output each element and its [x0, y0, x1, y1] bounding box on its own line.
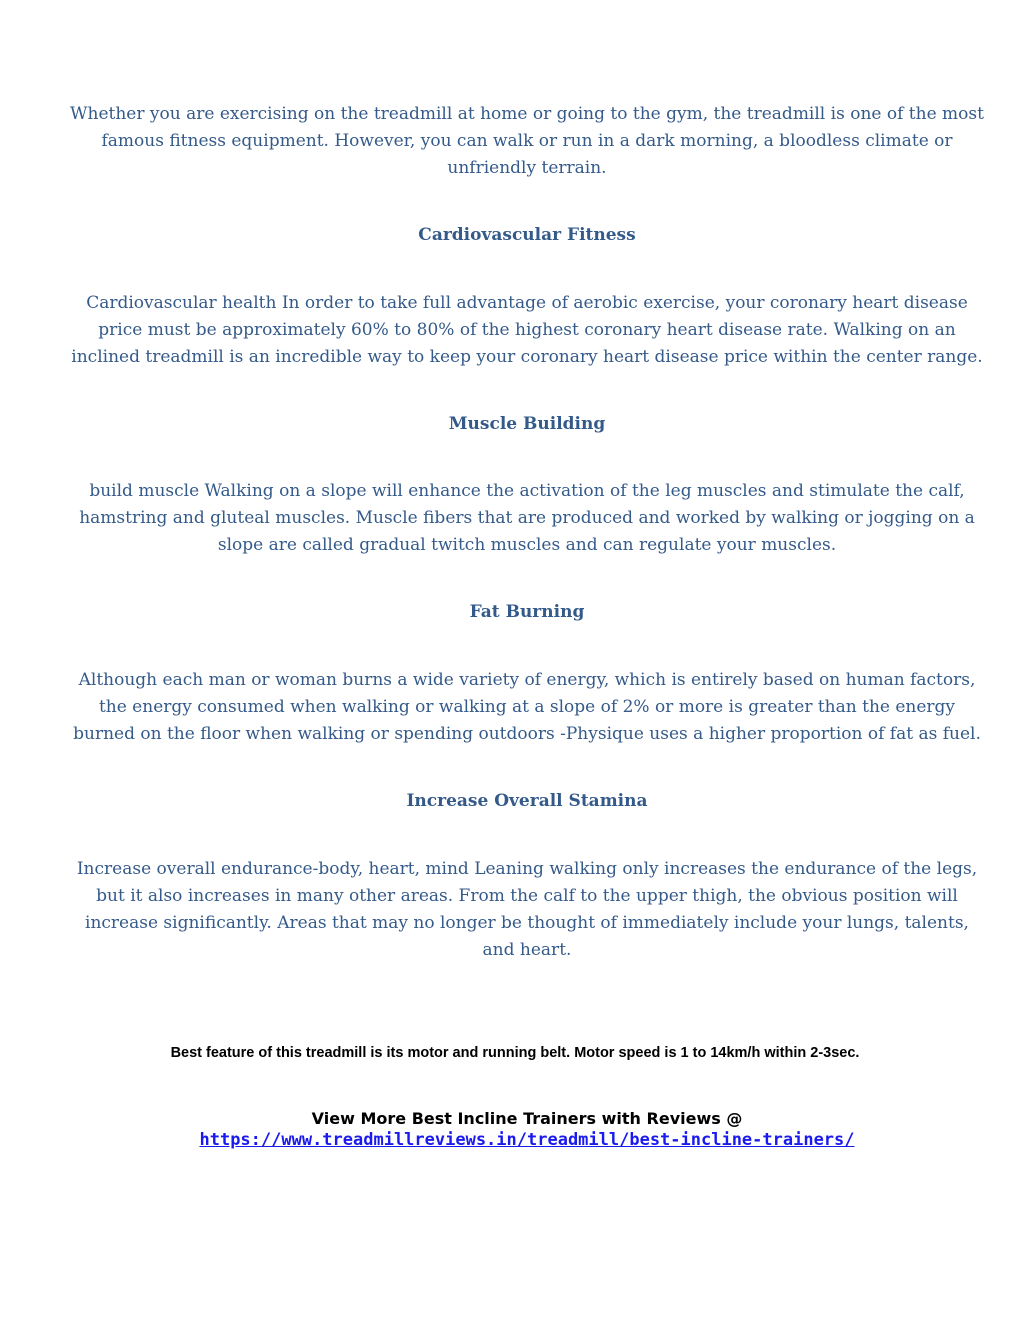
- section-heading-muscle: Muscle Building: [448, 414, 606, 434]
- cta-text: View More Best Incline Trainers with Reviews @: [311, 1109, 743, 1128]
- section-heading-stamina: Increase Overall Stamina: [406, 791, 648, 811]
- section-body-cardiovascular: Cardiovascular health In order to take full advantage of aerobic exercise, your coronary heart disease price must be approximately 60% to 80% of the highest coronary heart disease rate. Walking on an inclined treadmill is an incredible way to keep your coronary heart disease price within the center range.: [71, 293, 983, 367]
- feature-note: Best feature of this treadmill is its motor and running belt. Motor speed is 1 to 14km/h within 2-3sec.: [170, 1045, 860, 1061]
- section-body-fat: Although each man or woman burns a wide variety of energy, which is entirely based on human factors, the energy consumed when walking or walking at a slope of 2% or more is greater than the energy burned on the floor when walking or spending outdoors -Physique uses a higher proportion of fat as fuel.: [73, 670, 981, 744]
- section-body-muscle: build muscle Walking on a slope will enhance the activation of the leg muscles and stimulate the calf, hamstring and gluteal muscles. Muscle fibers that are produced and worked by walking or jogging on a slope are called gradual twitch muscles and can regulate your muscles.: [79, 481, 975, 555]
- cta-block: [40, 1108, 1014, 1151]
- section-body-stamina: Increase overall endurance-body, heart, mind Leaning walking only increases the endurance of the legs, but it also increases in many other areas. From the calf to the upper thigh, the obvious position will increase significantly. Areas that may no longer be thought of immediately include your lungs, talents, and heart.: [76, 859, 978, 960]
- section-heading-fat: Fat Burning: [469, 602, 585, 622]
- intro-paragraph: Whether you are exercising on the treadmill at home or going to the gym, the treadmill is one of the most famous fitness equipment. However, you can walk or run in a dark morning, a bloodless climate or unfriendly terrain.: [70, 104, 984, 178]
- section-heading-cardiovascular: Cardiovascular Fitness: [418, 225, 636, 245]
- cta-link[interactable]: https://www.treadmillreviews.in/treadmill/best-incline-trainers/: [199, 1130, 855, 1150]
